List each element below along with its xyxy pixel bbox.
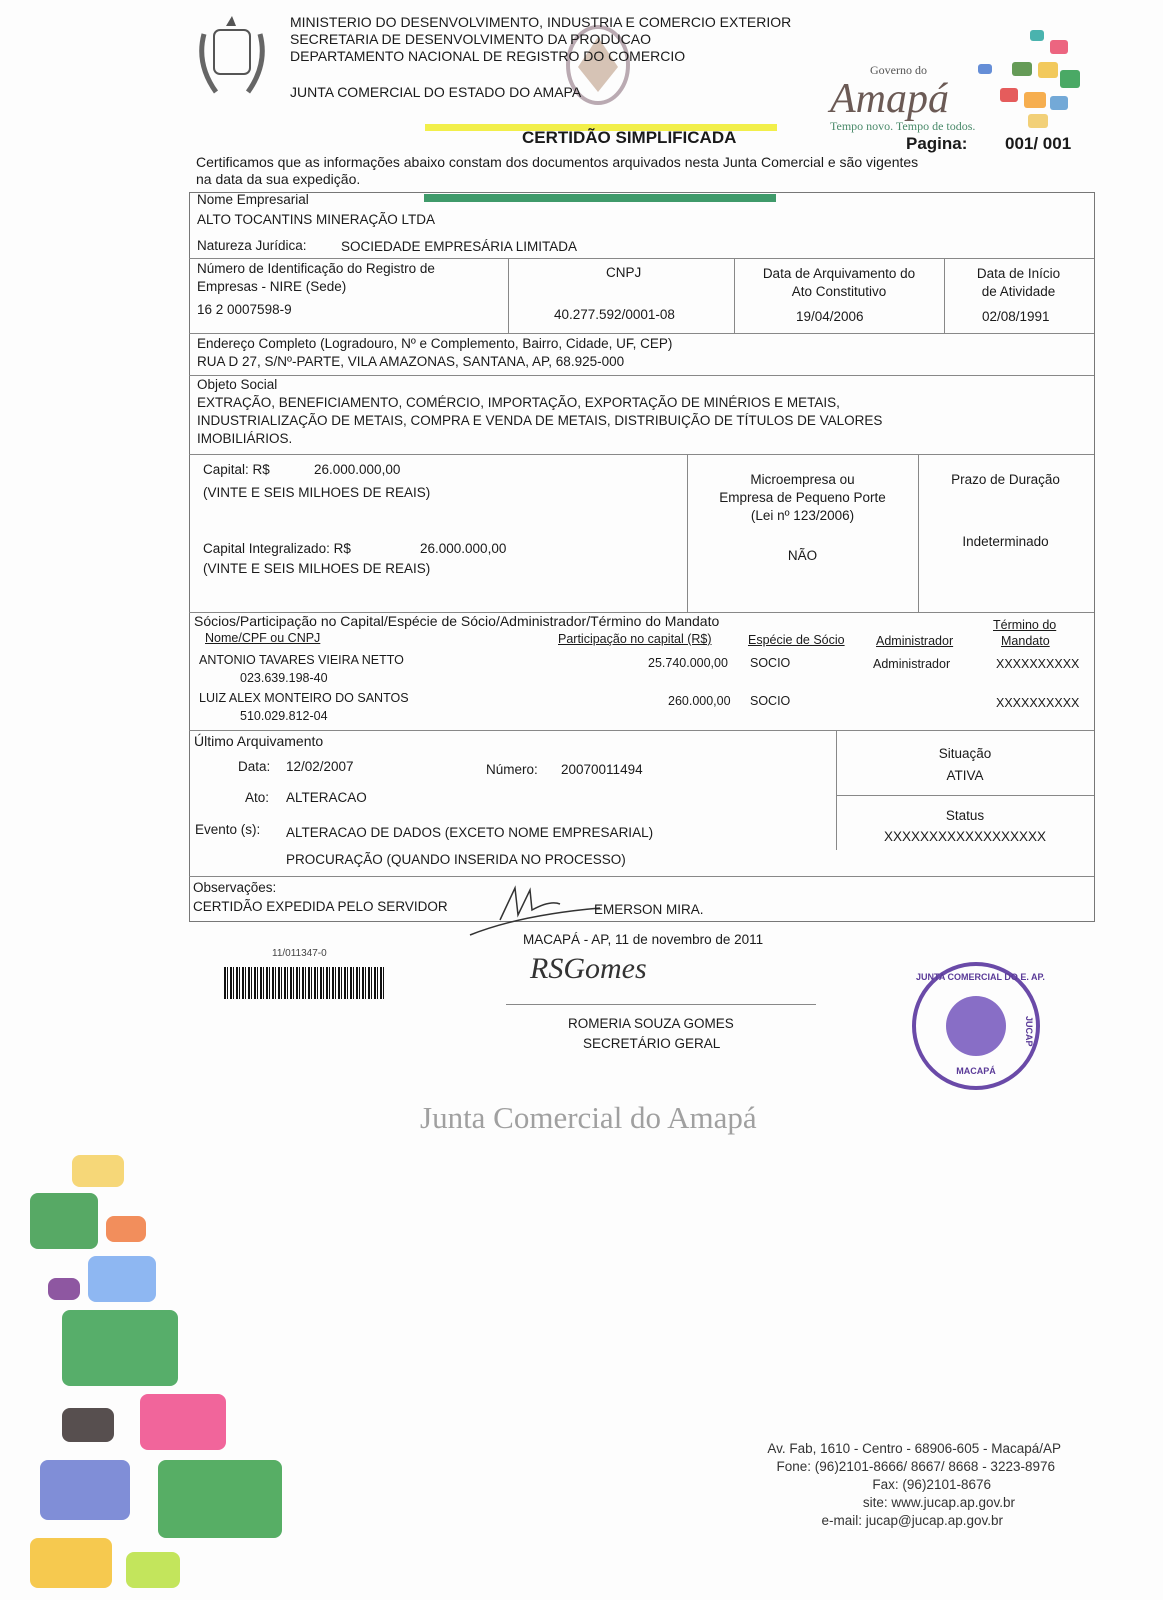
header-line-3: DEPARTAMENTO NACIONAL DE REGISTRO DO COMERCIO [290,48,686,64]
me-label-2: Empresa de Pequeno Porte [719,490,886,505]
col-nome: Nome/CPF ou CNPJ [205,631,321,645]
header-line-2: SECRETARIA DE DESENVOLVIMENTO DA PRODUCAO [290,31,651,47]
me-value: NÃO [787,548,818,563]
me-label: Microempresa ou [750,472,855,487]
header-line-1: MINISTERIO DO DESENVOLVIMENTO, INDUSTRIA E COMERCIO EXTERIOR [290,14,792,30]
footer-line: Fax: (96)2101-8676 [872,1477,991,1492]
nire-value: 16 2 0007598-9 [197,302,292,317]
inicio-date: 02/08/1991 [982,309,1050,324]
socio-nome: ANTONIO TAVARES VIEIRA NETTO [199,653,404,667]
logo-top: Governo do [870,63,927,77]
socio-participacao: 25.740.000,00 [648,656,728,670]
footer-line: e-mail: jucap@jucap.ap.gov.br [821,1513,1003,1528]
col-termino: Término do [993,618,1057,632]
evento-label: Evento (s): [195,822,261,837]
arquivamento-label: Data de Arquivamento do [762,266,916,281]
capital-integralizado-extenso: (VINTE E SEIS MILHOES DE REAIS) [203,561,431,576]
servidor-signature [460,880,610,940]
nome-label: Nome Empresarial [197,192,309,207]
secretary-signature: RSGomes [530,952,647,985]
inicio-label-2: de Atividade [981,284,1056,299]
intro-text-2: na data da sua expedição. [196,171,361,187]
socio-termino: XXXXXXXXXX [996,696,1080,710]
socio-cpf: 023.639.198-40 [240,671,328,685]
jucap-stamp [912,962,1045,1090]
capital-integralizado-label: Capital Integralizado: R$ [203,541,351,556]
signatory-title: SECRETÁRIO GERAL [583,1036,721,1051]
natureza-juridica: SOCIEDADE EMPRESÁRIA LIMITADA [341,239,578,254]
objeto-line: IMOBILIÁRIOS. [197,431,293,446]
data-value: 12/02/2007 [286,759,354,774]
numero-label: Número: [486,762,538,777]
natureza-label: Natureza Jurídica: [197,238,307,253]
socio-nome: LUIZ ALEX MONTEIRO DO SANTOS [199,691,409,705]
observacoes-text: CERTIDÃO EXPEDIDA PELO SERVIDOR [193,899,448,914]
nire-label: Número de Identificação do Registro de [197,261,435,276]
logo-slogan: Tempo novo. Tempo de todos. [830,119,976,133]
stamp-bottom: MACAPÁ [956,1066,996,1076]
footer-line: Fone: (96)2101-8666/ 8667/ 8668 - 3223-8976 [776,1459,1055,1474]
header-line-4: JUNTA COMERCIAL DO ESTADO DO AMAPA [290,84,582,100]
intro-text: Certificamos que as informações abaixo constam dos documentos arquivados nesta Junta Comercial e são vigentes [196,154,919,170]
ato-label: Ato: [245,790,270,805]
socio-especie: SOCIO [750,694,791,708]
evento-1: ALTERACAO DE DADOS (EXCETO NOME EMPRESARIAL) [286,825,654,840]
servidor-name: EMERSON MIRA. [594,902,704,917]
numero-value: 20070011494 [561,762,643,777]
objeto-label: Objeto Social [197,377,278,392]
page-label: Pagina: [906,134,968,153]
me-label-3: (Lei nº 123/2006) [750,508,855,523]
footer-line: site: www.jucap.ap.gov.br [862,1495,1015,1510]
footer-address [767,1440,1061,1530]
observacoes-label: Observações: [193,880,277,895]
socio-termino: XXXXXXXXXX [996,657,1080,671]
socio-especie: SOCIO [750,656,791,670]
inicio-label: Data de Início [976,266,1061,281]
ultimo-label: Último Arquivamento [194,733,324,749]
document-title: CERTIDÃO SIMPLIFICADA [522,128,737,147]
watermark: Junta Comercial do Amapá [420,1100,757,1135]
status-value: XXXXXXXXXXXXXXXXXX [883,829,1047,844]
situacao-value: ATIVA [946,768,984,783]
endereco-label: Endereço Completo (Logradouro, Nº e Complemento, Bairro, Cidade, UF, CEP) [197,336,673,351]
prazo-label: Prazo de Duração [951,472,1060,487]
cnpj-label: CNPJ [606,265,642,280]
prazo-value: Indeterminado [962,534,1049,549]
socio-cpf: 510.029.812-04 [240,709,328,723]
cnpj-value: 40.277.592/0001-08 [554,307,675,322]
col-administrador: Administrador [876,634,954,648]
capital-value: 26.000.000,00 [314,462,401,477]
nome-empresarial: ALTO TOCANTINS MINERAÇÃO LTDA [197,212,436,227]
socios-label: Sócios/Participação no Capital/Espécie de Sócio/Administrador/Término do Mandato [194,613,720,629]
capital-extenso: (VINTE E SEIS MILHOES DE REAIS) [203,485,431,500]
capital-label: Capital: R$ [203,462,270,477]
objeto-line: EXTRAÇÃO, BENEFICIAMENTO, COMÉRCIO, IMPORTAÇÃO, EXPORTAÇÃO DE MINÉRIOS E METAIS, [197,395,840,410]
signatory-name: ROMERIA SOUZA GOMES [568,1016,734,1031]
arquivamento-label-2: Ato Constitutivo [791,284,887,299]
situacao-label: Situação [938,746,992,761]
local-data: MACAPÁ - AP, 11 de novembro de 2011 [523,932,764,947]
barcode [224,967,384,999]
logo-name: Amapá [830,76,949,122]
stamp-right: JUCAP [1024,1016,1034,1047]
socio-participacao: 260.000,00 [668,694,731,708]
nire-label-2: Empresas - NIRE (Sede) [197,279,347,294]
capital-integralizado-value: 26.000.000,00 [420,541,507,556]
page-number: 001/ 001 [1005,134,1072,153]
status-label: Status [945,808,985,823]
barcode-number: 11/011347-0 [272,948,327,959]
col-participacao: Participação no capital (R$) [558,632,712,646]
ato-value: ALTERACAO [286,790,367,805]
footer-line: Av. Fab, 1610 - Centro - 68906-605 - Macapá/AP [767,1441,1061,1456]
endereco-value: RUA D 27, S/Nº-PARTE, VILA AMAZONAS, SANTANA, AP, 68.925-000 [197,354,625,369]
socio-administrador: Administrador [873,657,951,671]
arquivamento-date: 19/04/2006 [796,309,864,324]
evento-2: PROCURAÇÃO (QUANDO INSERIDA NO PROCESSO) [286,852,626,867]
brazil-coat-of-arms-icon [196,14,268,100]
objeto-line: INDUSTRIALIZAÇÃO DE METAIS, COMPRA E VENDA DE METAIS, DISTRIBUIÇÃO DE TÍTULOS DE VALORES [197,413,883,428]
stamp-top: JUNTA COMERCIAL DO E. AP. [916,972,1045,982]
col-termino-2: Mandato [1001,634,1050,648]
col-especie: Espécie de Sócio [748,633,845,647]
data-label: Data: [238,759,271,774]
